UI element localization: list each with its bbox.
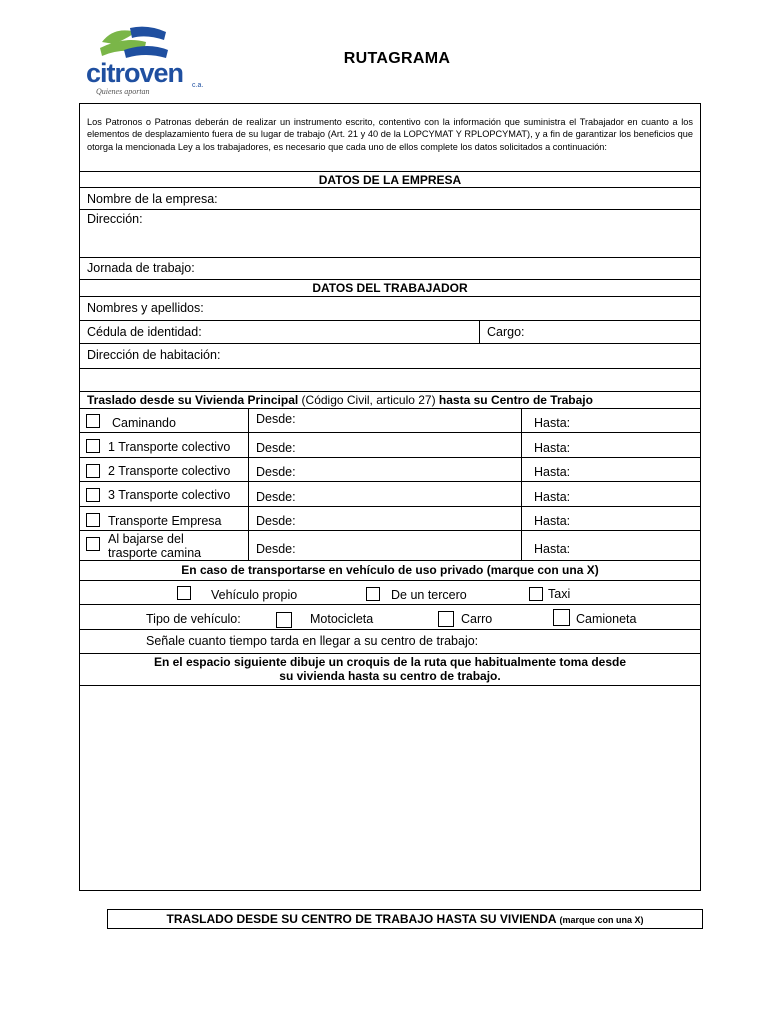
privado-heading: En caso de transportarse en vehículo de uso privado (marque con una X) [181,563,599,577]
empresa-jornada-label: Jornada de trabajo: [87,261,195,275]
traslado-heading-bold1: Traslado desde su Vivienda Principal [87,393,299,407]
mode-divider-2 [521,458,522,481]
cedula-divider [479,321,480,343]
empresa-nombre-label: Nombre de la empresa: [87,192,218,206]
intro-text: Los Patronos o Patronas deberán de realizar un instrumento escrito, contentivo con la información que suministra el Trabajador en cuanto a los elementos de desplazamiento fuera de su lugar de trabajo (Art. 21 y 40 de la LOPCYMAT Y RPLOPCYMAT), y a fin de garantizar los beneficios que otorga la mencionada Ley a los trabajadores, es necesario que cada uno de ellos complete los datos solicitados a continuación: [87,117,693,152]
regreso-heading-box [107,909,703,929]
logo-wordmark: citroven [86,58,184,88]
desde-label: Desde: [256,441,296,455]
camioneta-checkbox[interactable] [553,609,570,626]
empresa-jornada-row[interactable] [80,258,700,280]
trabajador-heading-row [80,280,700,297]
taxi-checkbox[interactable] [529,587,543,601]
motocicleta-label: Motocicleta [310,612,374,626]
tiempo-label: Señale cuanto tiempo tarda en llegar a su centro de trabajo: [146,634,479,648]
vehiculo-propio-label: Vehículo propio [211,588,298,602]
taxi-label: Taxi [548,587,571,601]
hasta-label: Hasta: [534,542,571,556]
mode-divider-1 [248,531,249,560]
desde-label: Desde: [256,542,296,556]
mode-label: Caminando [112,416,176,430]
logo-suffix: c.a. [192,82,204,89]
croquis-heading-row [80,654,700,686]
trabajador-cedula-row [80,321,700,344]
trabajador-cargo-label: Cargo: [487,325,525,339]
tipo-vehiculo-row [80,605,700,630]
mode-divider-2 [521,482,522,506]
croquis-heading [80,655,700,683]
mode-divider-2 [521,507,522,530]
regreso-note: (marque con una X) [559,915,644,925]
croquis-drawing-area[interactable] [80,686,700,890]
trabajador-cedula-label: Cédula de identidad: [87,325,202,339]
regreso-title: TRASLADO DESDE SU CENTRO DE TRABAJO HASTA SU VIVIENDA [166,912,557,926]
mode-row-colectivo-1 [80,433,700,458]
mode-divider-2 [521,433,522,457]
traslado-heading-normal: (Código Civil, articulo 27) [298,393,439,407]
camioneta-label: Camioneta [576,612,637,626]
empresa-nombre-row[interactable] [80,188,700,210]
tipo-vehiculo-label: Tipo de vehículo: [146,612,241,626]
mode-label: Transporte Empresa [108,514,222,528]
traslado-heading-bold2: hasta su Centro de Trabajo [438,393,593,407]
trabajador-direccion-row[interactable] [80,344,700,369]
mode-label-camina [108,532,201,560]
hasta-label: Hasta: [534,416,571,430]
carro-checkbox[interactable] [438,611,454,627]
vehiculo-propio-checkbox[interactable] [177,586,191,600]
hasta-label: Hasta: [534,490,571,504]
trabajador-direccion-label: Dirección de habitación: [87,348,221,362]
mode-divider-2 [521,409,522,432]
traslado-heading [87,393,593,407]
motocicleta-checkbox[interactable] [276,612,292,628]
mode-row-colectivo-3 [80,482,700,507]
empresa-direccion-row[interactable] [80,210,700,258]
trabajador-nombres-row[interactable] [80,297,700,321]
privado-options-row [80,581,700,605]
mode-label-line2: trasporte camina [108,546,202,560]
mode-checkbox-camina[interactable] [86,537,100,551]
trabajador-direccion-extra-row[interactable] [80,369,700,392]
trabajador-nombres-label: Nombres y apellidos: [87,301,204,315]
mode-label-line1: Al bajarse del [108,532,184,546]
mode-row-camina [80,531,700,561]
mode-label: 2 Transporte colectivo [108,464,231,478]
mode-divider-2 [521,531,522,560]
tiempo-row[interactable] [80,630,700,654]
trabajador-heading: DATOS DEL TRABAJADOR [312,281,468,295]
carro-label: Carro [461,612,493,626]
page-title: RUTAGRAMA [343,50,451,67]
de-un-tercero-checkbox[interactable] [366,587,380,601]
mode-checkbox-colectivo-2[interactable] [86,464,100,478]
hasta-label: Hasta: [534,465,571,479]
desde-label: Desde: [256,412,296,426]
mode-divider-1 [248,482,249,506]
mode-row-empresa [80,507,700,531]
hasta-label: Hasta: [534,514,571,528]
mode-row-colectivo-2 [80,458,700,482]
desde-label: Desde: [256,465,296,479]
mode-label: 3 Transporte colectivo [108,488,231,502]
desde-label: Desde: [256,490,296,504]
de-un-tercero-label: De un tercero [391,588,467,602]
hasta-label: Hasta: [534,441,571,455]
traslado-heading-row [80,392,700,409]
mode-checkbox-colectivo-1[interactable] [86,439,100,453]
mode-checkbox-colectivo-3[interactable] [86,488,100,502]
mode-divider-1 [248,433,249,457]
form-frame [79,103,701,891]
mode-checkbox-caminando[interactable] [86,414,100,428]
intro-row [80,104,700,172]
privado-heading-row [80,561,700,581]
mode-divider-1 [248,409,249,432]
croquis-heading-line2: su vivienda hasta su centro de trabajo. [279,669,501,683]
logo-tagline: Quienes aportan [96,87,150,96]
empresa-direccion-label: Dirección: [87,212,143,226]
mode-divider-1 [248,458,249,481]
empresa-heading: DATOS DE LA EMPRESA [318,173,462,187]
mode-divider-1 [248,507,249,530]
empresa-heading-row [80,172,700,188]
croquis-heading-line1: En el espacio siguiente dibuje un croquis de la ruta que habitualmente toma desde [153,655,627,669]
desde-label: Desde: [256,514,296,528]
mode-row-caminando [80,409,700,433]
mode-label: 1 Transporte colectivo [108,440,231,454]
mode-checkbox-empresa[interactable] [86,513,100,527]
